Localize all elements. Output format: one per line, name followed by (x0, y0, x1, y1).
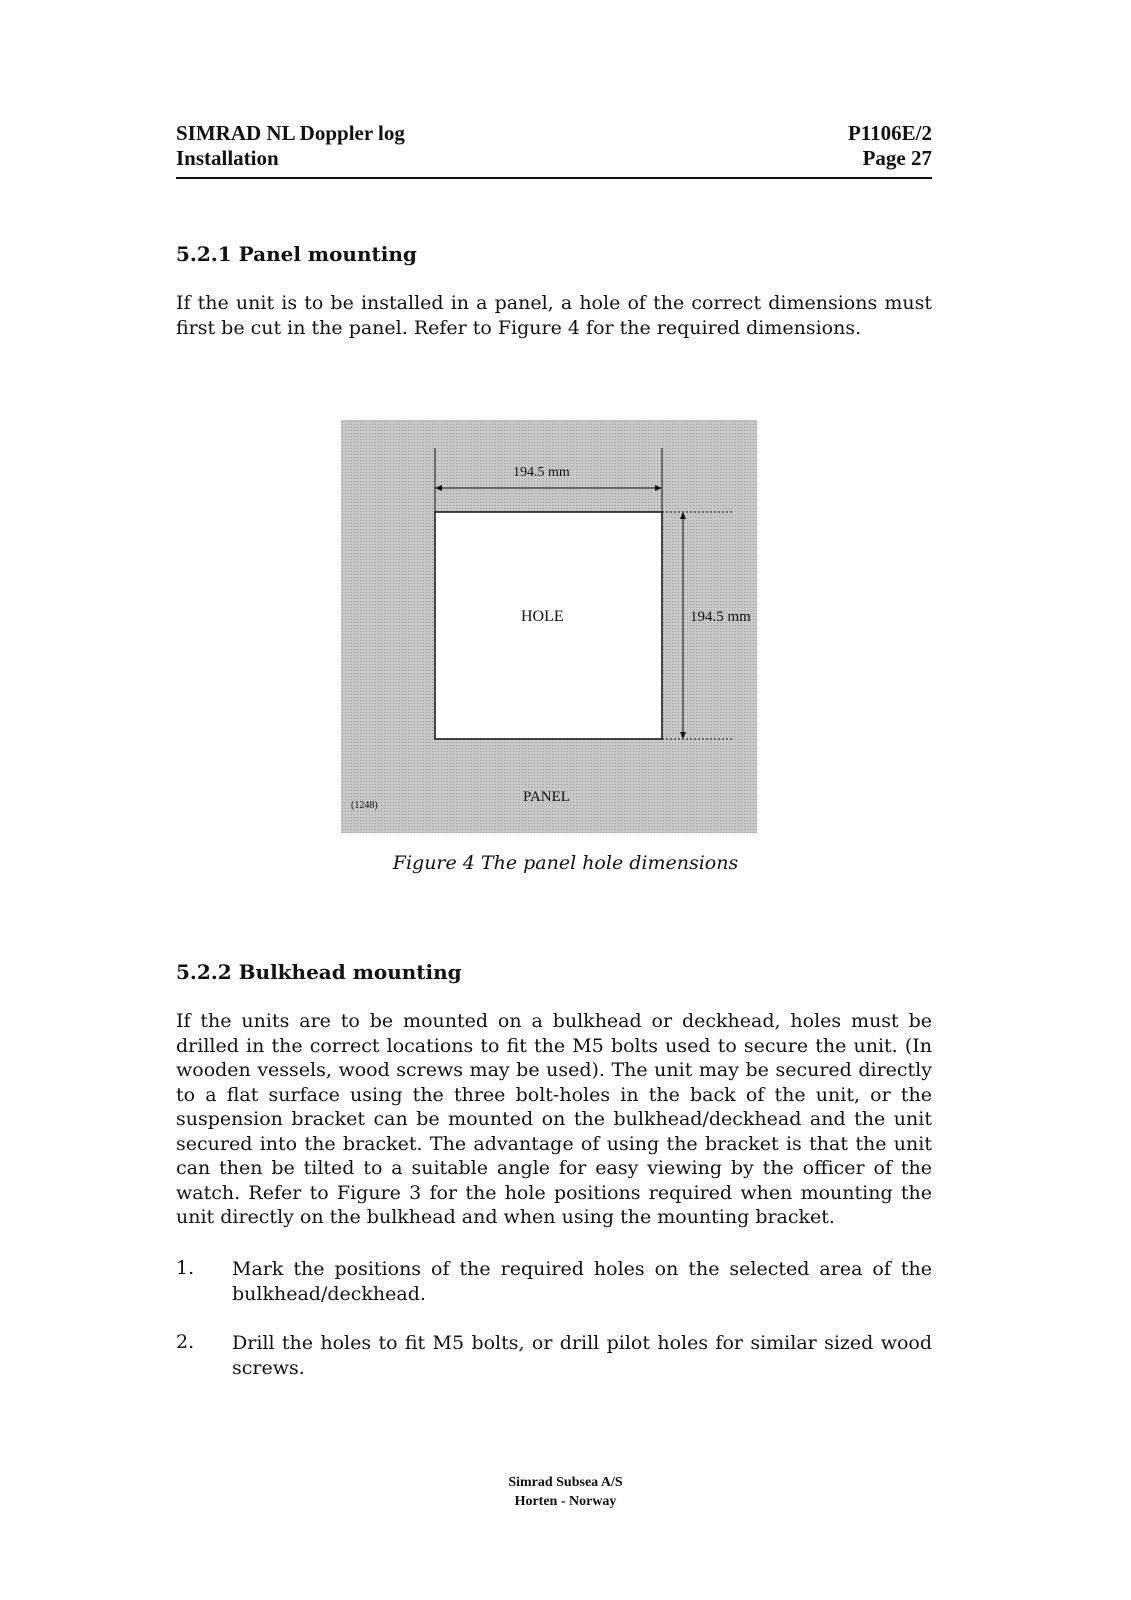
page-footer (0, 1473, 1131, 1511)
document-id: P1106E/2 (847, 121, 932, 145)
section-heading-panel-mounting: 5.2.1 Panel mounting (176, 242, 417, 266)
footer-company: Simrad Subsea A/S (508, 1475, 623, 1490)
paragraph-bulkhead-mounting: If the units are to be mounted on a bulkhead or deckhead, holes must be drilled in the correct locations to fit the M5 bolts used to secure the unit. (In wooden vessels, wood screws may be used). The unit may be secured directly to a flat surface using the three bolt-holes in the back of the unit, or the suspension bracket can be mounted on the bulkhead/deckhead and the unit secured into the bracket. The advantage of using the bracket is that the unit can then be tilted to a suitable angle for easy viewing by the officer of the watch. Refer to Figure 3 for the hole positions required when mounting the unit directly on the bulkhead and when using the mounting bracket. (176, 1010, 932, 1228)
page-number: Page 27 (862, 146, 932, 170)
header-left (176, 121, 405, 171)
panel-label: PANEL (523, 789, 570, 805)
height-label: 194.5 mm (690, 609, 751, 625)
figure-caption: Figure 4 The panel hole dimensions (392, 852, 739, 874)
height-arrow-top (680, 512, 686, 519)
header-right (848, 121, 932, 171)
hole-label: HOLE (521, 608, 564, 625)
section-name: Installation (176, 146, 279, 170)
document-title: SIMRAD NL Doppler log (176, 121, 405, 145)
list-number: 1. (176, 1257, 195, 1279)
footer-location: Horten - Norway (514, 1494, 617, 1509)
width-arrow-left (435, 485, 442, 491)
section-heading-bulkhead-mounting: 5.2.2 Bulkhead mounting (176, 960, 462, 984)
list-text: Drill the holes to fit M5 bolts, or drill pilot holes for similar sized wood screws. (232, 1332, 932, 1379)
height-arrow-bottom (680, 732, 686, 739)
figure-ref-code: (1248) (351, 800, 378, 811)
width-arrow-right (655, 485, 662, 491)
figure-drawing (341, 420, 757, 833)
page-header (176, 121, 932, 179)
paragraph-panel-mounting: If the unit is to be installed in a panel, a hole of the correct dimensions must first be cut in the panel. Refer to Figure 4 for the required dimensions. (176, 292, 932, 339)
list-text: Mark the positions of the required holes on the selected area of the bulkhead/deckhead. (232, 1258, 932, 1305)
list-number: 2. (176, 1331, 195, 1353)
width-label: 194.5 mm (513, 465, 570, 480)
panel-hole-figure (341, 420, 757, 833)
